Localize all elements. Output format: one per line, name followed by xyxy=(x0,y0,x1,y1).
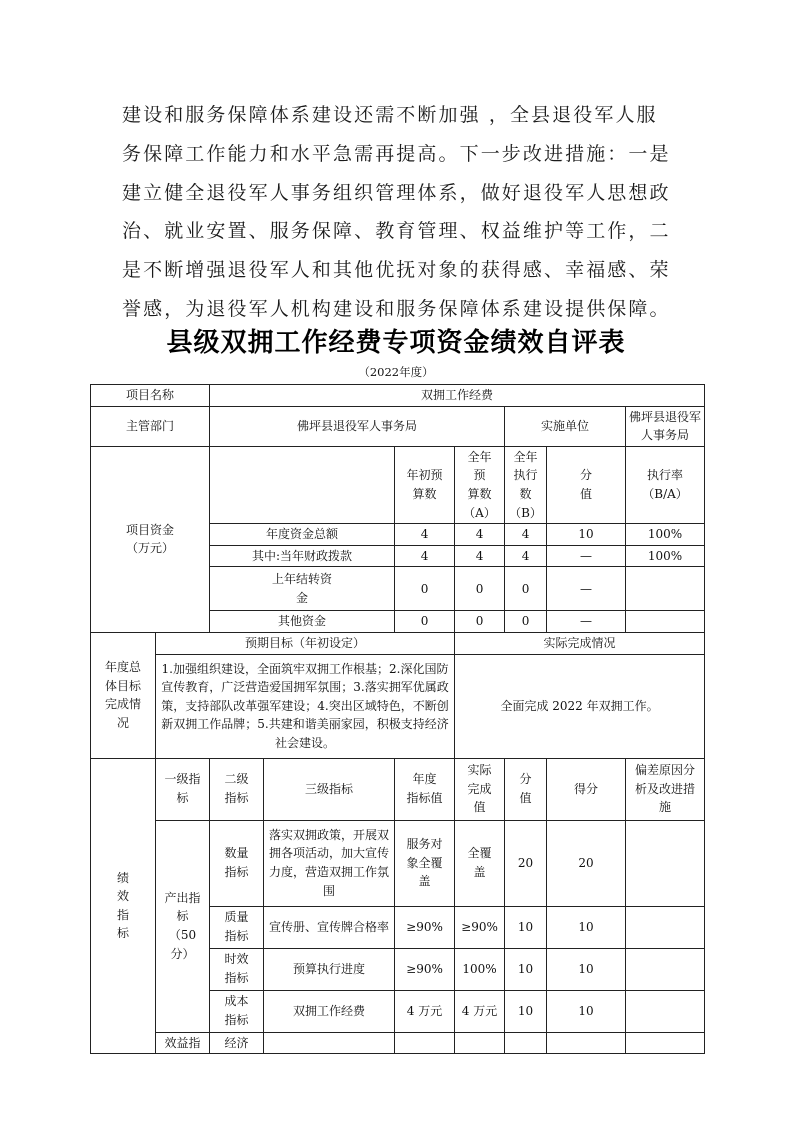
empty-cell xyxy=(395,1032,455,1054)
perf-header-text: 三级指标 xyxy=(305,781,354,796)
funds-header-text: 分 值 xyxy=(580,468,593,501)
actual-result-text: 全面完成 2022 年双拥工作。 xyxy=(455,654,705,758)
funds-header xyxy=(547,446,626,523)
perf-score: 10 xyxy=(547,948,626,990)
perf-header-text: 一级指 标 xyxy=(164,772,201,806)
funds-header-text: 全年 预 算数 （A） xyxy=(463,449,496,520)
perf-header xyxy=(455,758,505,820)
table-title: 县级双拥工作经费专项资金绩效自评表 xyxy=(166,328,626,358)
funds-cell xyxy=(626,611,705,633)
perf-actual xyxy=(455,820,505,906)
empty-cell xyxy=(264,1032,395,1054)
funds-cell: 4 xyxy=(455,545,505,567)
perf-level2-text: 时效 指标 xyxy=(224,952,249,986)
perf-level2-text: 数量 指标 xyxy=(224,846,249,880)
perf-header xyxy=(210,758,264,820)
perf-note xyxy=(626,990,705,1032)
table-row xyxy=(91,820,705,906)
impl-value: 佛坪县退役军人事务局 xyxy=(626,406,705,446)
evaluation-table xyxy=(90,384,705,1054)
perf-actual: 100% xyxy=(455,948,505,990)
perf-header-text: 偏差原因分 析及改进措 施 xyxy=(635,763,696,815)
perf-actual: 4 万元 xyxy=(455,990,505,1032)
funds-row-label-text: 上年结转资 金 xyxy=(272,572,333,605)
empty-cell xyxy=(455,1032,505,1054)
funds-cell: 100% xyxy=(626,545,705,567)
perf-note xyxy=(626,948,705,990)
impl-label: 实施单位 xyxy=(505,406,626,446)
funds-row-label: 其他资金 xyxy=(210,611,395,633)
funds-cell: 0 xyxy=(395,611,455,633)
output-indicator-label xyxy=(156,820,210,1032)
funds-cell: 0 xyxy=(455,611,505,633)
perf-weight: 20 xyxy=(505,820,547,906)
paragraph-line: 治、就业安置、服务保障、教育管理、权益维护等工作，二 xyxy=(122,220,671,243)
funds-header xyxy=(455,446,505,523)
perf-weight: 10 xyxy=(505,906,547,948)
paragraph-line: 是不断增强退役军人和其他优抚对象的获得感、幸福感、荣 xyxy=(122,259,671,282)
perf-actual-text: 全覆 盖 xyxy=(467,846,492,880)
paragraph-line: 誉感，为退役军人机构建设和服务保障体系建设提供保障。 xyxy=(122,297,671,320)
funds-cell: 10 xyxy=(547,524,626,546)
funds-cell: 0 xyxy=(455,567,505,611)
performance-label xyxy=(91,758,156,1054)
funds-cell: 4 xyxy=(505,524,547,546)
perf-header xyxy=(395,758,455,820)
table-row xyxy=(91,1032,705,1054)
funds-header-text: 执行率（B/A） xyxy=(642,468,688,501)
funds-row-label: 其中:当年财政拨款 xyxy=(210,545,395,567)
funds-header xyxy=(505,446,547,523)
perf-header xyxy=(156,758,210,820)
paragraph-line: 建立健全退役军人事务组织管理体系，做好退役军人思想政 xyxy=(122,181,671,204)
annual-goal-label xyxy=(91,632,156,758)
perf-level2 xyxy=(210,820,264,906)
perf-level2: 经济 xyxy=(210,1032,264,1054)
perf-target xyxy=(395,820,455,906)
funds-cell: — xyxy=(547,611,626,633)
funds-cell: 0 xyxy=(505,567,547,611)
empty-cell xyxy=(505,1032,547,1054)
expected-goal-text: 1.加强组织建设，全面筑牢双拥工作根基；2.深化国防宣传教育，广泛营造爱国拥军氛围；3.落实拥军优属政策，支持部队改革强军建设；4.突出区域特色，不断创新双拥工作品牌；5.共建和谐美丽家园，积极支持经济社会建设。 xyxy=(156,654,455,758)
expected-goal-header: 预期目标（年初设定） xyxy=(156,632,455,654)
table-row xyxy=(91,385,705,407)
perf-target: 4 万元 xyxy=(395,990,455,1032)
perf-level2-text: 质量 指标 xyxy=(224,910,249,944)
funds-cell: 0 xyxy=(505,611,547,633)
actual-result-header: 实际完成情况 xyxy=(455,632,705,654)
funds-cell: — xyxy=(547,567,626,611)
perf-level2 xyxy=(210,990,264,1032)
funds-cell: 100% xyxy=(626,524,705,546)
funds-cell: 4 xyxy=(395,524,455,546)
performance-label-text: 绩 效 指 标 xyxy=(116,870,129,941)
funds-row-label xyxy=(210,567,395,611)
perf-header-text: 二级 指标 xyxy=(224,772,249,806)
perf-header xyxy=(505,758,547,820)
benefit-indicator-label: 效益指 xyxy=(156,1032,210,1054)
perf-level3: 双拥工作经费 xyxy=(264,990,395,1032)
perf-score: 10 xyxy=(547,990,626,1032)
funds-cell: 4 xyxy=(395,545,455,567)
empty-cell xyxy=(547,1032,626,1054)
perf-level2 xyxy=(210,948,264,990)
perf-header-text: 分 值 xyxy=(519,772,532,806)
dept-label: 主管部门 xyxy=(91,406,210,446)
perf-note xyxy=(626,906,705,948)
table-row xyxy=(91,758,705,820)
funds-header xyxy=(395,446,455,523)
perf-target-text: 服务对 象全覆 盖 xyxy=(406,837,443,889)
perf-header xyxy=(626,758,705,820)
perf-weight: 10 xyxy=(505,990,547,1032)
perf-actual: ≥90% xyxy=(455,906,505,948)
funds-label-text: 项目资金 （万元） xyxy=(126,522,175,556)
perf-header xyxy=(547,758,626,820)
funds-header xyxy=(626,446,705,523)
annual-goal-label-text: 年度总 体目标 完成情 况 xyxy=(104,660,141,730)
funds-cell: — xyxy=(547,545,626,567)
perf-weight: 10 xyxy=(505,948,547,990)
funds-cell: 4 xyxy=(455,524,505,546)
table-row xyxy=(91,632,705,654)
perf-target: ≥90% xyxy=(395,906,455,948)
perf-note xyxy=(626,820,705,906)
perf-header-text: 实际 完成 值 xyxy=(467,763,492,815)
output-indicator-label-text: 产出指 标 （50 分） xyxy=(164,890,201,961)
paragraph-line: 务保障工作能力和水平急需再提高。下一步改进措施：一是 xyxy=(122,142,671,165)
perf-header xyxy=(264,758,395,820)
empty-cell xyxy=(626,1032,705,1054)
funds-header-blank xyxy=(210,446,395,523)
perf-target: ≥90% xyxy=(395,948,455,990)
funds-label xyxy=(91,446,210,632)
project-name-value: 双拥工作经费 xyxy=(210,385,705,407)
perf-level3: 预算执行进度 xyxy=(264,948,395,990)
funds-cell: 0 xyxy=(395,567,455,611)
perf-header-text: 得分 xyxy=(574,781,599,796)
report-paragraph xyxy=(122,96,682,329)
dept-value: 佛坪县退役军人事务局 xyxy=(210,406,505,446)
perf-level2-text: 成本 指标 xyxy=(224,994,249,1028)
funds-header-text: 年初预 算数 xyxy=(406,468,443,501)
perf-score: 10 xyxy=(547,906,626,948)
funds-cell: 4 xyxy=(505,545,547,567)
perf-header-text: 年度 指标值 xyxy=(406,772,443,806)
funds-row-label: 年度资金总额 xyxy=(210,524,395,546)
table-row xyxy=(91,406,705,446)
perf-score: 20 xyxy=(547,820,626,906)
paragraph-line: 建设和服务保障体系建设还需不断加强 ，全县退役军人服 xyxy=(122,104,658,126)
table-row xyxy=(91,446,705,523)
table-year: （2022年度） xyxy=(358,365,434,379)
perf-level2 xyxy=(210,906,264,948)
table-row xyxy=(91,654,705,758)
funds-cell xyxy=(626,567,705,611)
project-name-label: 项目名称 xyxy=(91,385,210,407)
perf-level3: 宣传册、宣传牌合格率 xyxy=(264,906,395,948)
funds-header-text: 全年 执行 数（B） xyxy=(509,449,542,520)
perf-level3: 落实双拥政策，开展双拥各项活动，加大宣传力度，营造双拥工作氛围 xyxy=(264,820,395,906)
